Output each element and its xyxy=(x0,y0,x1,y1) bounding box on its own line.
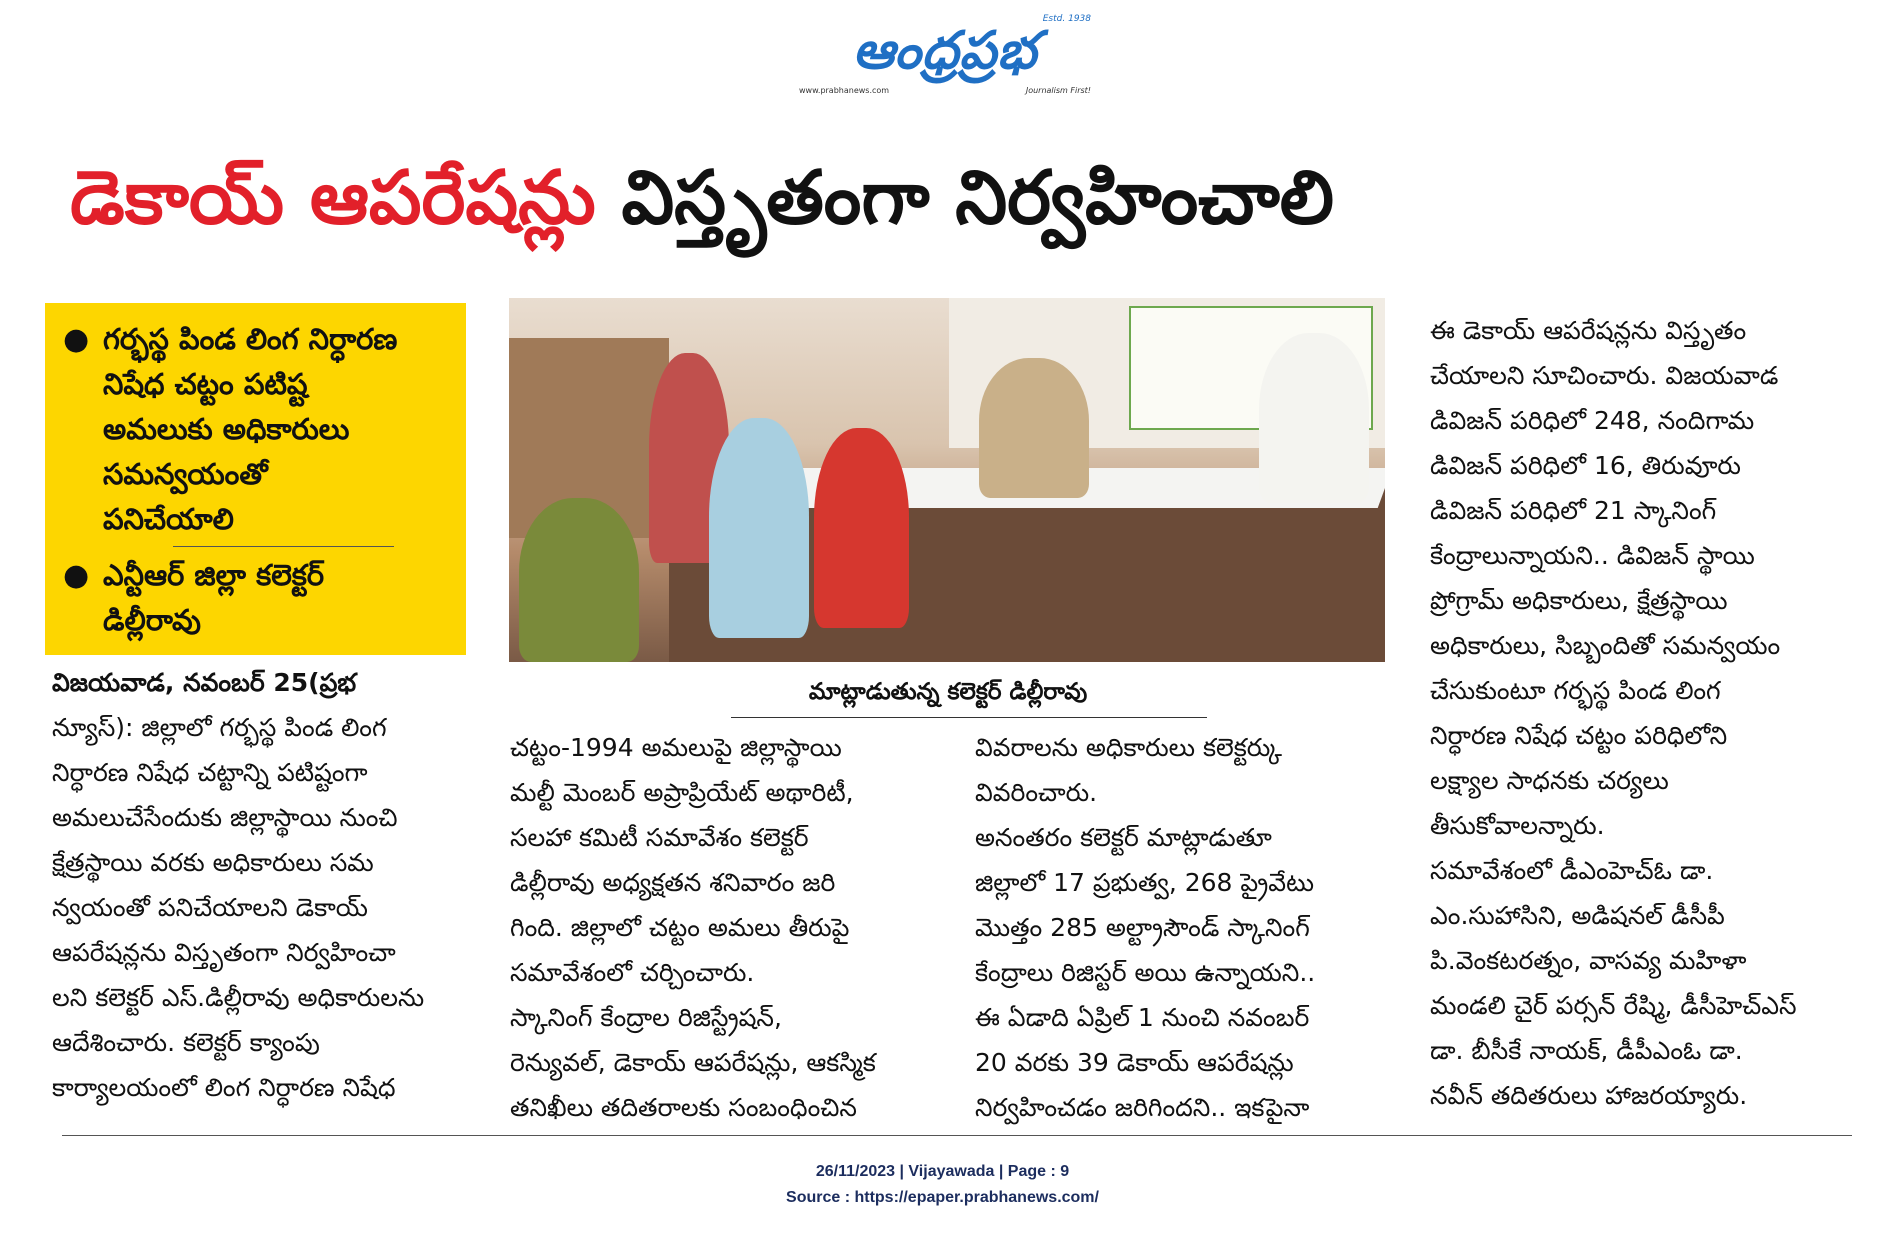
highlight-item xyxy=(63,317,454,542)
highlight-line: అమలుకు అధికారులు xyxy=(103,412,350,446)
article-line: తీసుకోవాలన్నారు. xyxy=(1430,811,1605,840)
footer-edition-info: 26/11/2023 | Vijayawada | Page : 9 xyxy=(815,1163,1070,1180)
article-line: అనంతరం కలెక్టర్ మాట్లాడుతూ xyxy=(975,823,1272,852)
article-line: సమావేశంలో చర్చించారు. xyxy=(510,958,755,987)
article-column-1 xyxy=(52,660,472,1110)
bullet-icon: ● xyxy=(63,322,90,357)
article-line: మొత్తం 285 అల్ట్రాసౌండ్ స్కానింగ్ xyxy=(975,913,1310,942)
newspaper-logo: ఆంధ్రప్రభ xyxy=(852,20,1038,81)
tagline-label: Journalism First! xyxy=(1025,86,1091,95)
article-line: వివరాలను అధికారులు కలెక్టర్కు xyxy=(975,733,1282,762)
article-line: న్వయంతో పనిచేయాలని డెకాయ్ xyxy=(52,893,368,922)
photo-person xyxy=(814,428,909,628)
highlight-item xyxy=(63,553,454,643)
meeting-photo xyxy=(509,298,1385,662)
article-line: గింది. జిల్లాలో చట్టం అమలు తీరుపై xyxy=(510,913,850,942)
article-line: మల్టీ మెంబర్ అప్రాప్రియేట్ అథారిటీ, xyxy=(510,778,854,807)
article-line: చేసుకుంటూ గర్భస్థ పిండ లింగ xyxy=(1430,676,1721,705)
article-line: అమలుచేసేందుకు జిల్లాస్థాయి నుంచి xyxy=(52,803,398,832)
article-line: చట్టం-1994 అమలుపై జిల్లాస్థాయి xyxy=(510,733,842,762)
article-line: జిల్లాలో 17 ప్రభుత్వ, 268 ప్రైవేటు xyxy=(975,868,1315,897)
article-line: కేంద్రాలున్నాయని.. డివిజన్ స్థాయి xyxy=(1430,541,1755,570)
photo-person xyxy=(519,498,639,662)
bullet-icon: ● xyxy=(63,558,90,593)
masthead xyxy=(795,14,1095,102)
photo-caption: మాట్లాడుతున్న కలెక్టర్ డిల్లీరావు xyxy=(808,679,1088,705)
article-line: నిర్ధారణ నిషేధ చట్టం పరిధిలోని xyxy=(1430,721,1728,750)
estd-label: Estd. 1938 xyxy=(1042,14,1091,24)
article-line: రెన్యువల్, డెకాయ్ ఆపరేషన్లు, ఆకస్మిక xyxy=(510,1048,876,1077)
article-line: అధికారులు, సిబ్బందితో సమన్వయం xyxy=(1430,631,1781,660)
highlight-line: ఎన్టీఆర్ జిల్లా కలెక్టర్ xyxy=(103,558,325,592)
article-line: స్కానింగ్ కేంద్రాల రిజిస్ట్రేషన్, xyxy=(510,1003,782,1032)
article-line: వివరించారు. xyxy=(975,778,1098,807)
article-column-2 xyxy=(510,725,930,1130)
headline-red-part: డెకాయ్ ఆపరేషన్లు xyxy=(70,155,596,241)
article-line: పి.వెంకటరత్నం, వాసవ్య మహిళా xyxy=(1430,946,1747,975)
highlight-box xyxy=(45,303,466,655)
article-line: డా. బీసీకే నాయక్, డీపీఎంఓ డా. xyxy=(1430,1036,1743,1065)
highlight-line: సమన్వయంతో xyxy=(103,457,268,491)
caption-divider xyxy=(731,717,1207,718)
website-label: www.prabhanews.com xyxy=(799,86,890,95)
highlight-line: డిల్లీరావు xyxy=(103,603,201,637)
article-line: డివిజన్ పరిధిలో 16, తిరువూరు xyxy=(1430,451,1741,480)
article-line: ఈ ఏడాది ఏప్రిల్ 1 నుంచి నవంబర్ xyxy=(975,1003,1310,1032)
article-line: న్యూస్): జిల్లాలో గర్భస్థ పిండ లింగ xyxy=(52,713,387,742)
headline-black-part: విస్తృతంగా నిర్వహించాలి xyxy=(621,155,1334,241)
article-line: తనిఖీలు తదితరాలకు సంబంధించిన xyxy=(510,1093,857,1122)
article-column-3 xyxy=(975,725,1395,1130)
article-line: ఈ డెకాయ్ ఆపరేషన్లను విస్తృతం xyxy=(1430,316,1747,345)
article-line: మండలి చైర్ పర్సన్ రేష్మి, డీసీహెచ్ఎస్ xyxy=(1430,991,1797,1020)
footer-divider xyxy=(62,1135,1852,1136)
article-line: డివిజన్ పరిధిలో 248, నందిగామ xyxy=(1430,406,1755,435)
highlight-line: గర్భస్థ పిండ లింగ నిర్ధారణ xyxy=(103,322,398,356)
article-line: 20 వరకు 39 డెకాయ్ ఆపరేషన్లు xyxy=(975,1048,1294,1077)
article-line: డిల్లీరావు అధ్యక్షతన శనివారం జరి xyxy=(510,868,836,897)
article-line: ప్రోగ్రామ్ అధికారులు, క్షేత్రస్థాయి xyxy=(1430,586,1728,615)
article-line: ఎం.సుహాసిని, అడిషనల్ డీసీపీ xyxy=(1430,901,1725,930)
article-line: చేయాలని సూచించారు. విజయవాడ xyxy=(1430,361,1779,390)
article-line: నవీన్ తదితరులు హాజరయ్యారు. xyxy=(1430,1081,1748,1110)
highlight-divider xyxy=(173,546,394,547)
article-line: కార్యాలయంలో లింగ నిర్ధారణ నిషేధ xyxy=(52,1073,396,1102)
article-line: డివిజన్ పరిధిలో 21 స్కానింగ్ xyxy=(1430,496,1717,525)
dateline: విజయవాడ, నవంబర్ 25(ప్రభ xyxy=(52,668,357,697)
article-column-4 xyxy=(1430,308,1850,1118)
article-line: సలహా కమిటీ సమావేశం కలెక్టర్ xyxy=(510,823,809,852)
photo-person xyxy=(979,358,1089,498)
photo-person xyxy=(1259,333,1369,503)
footer-source-link[interactable]: Source : https://epaper.prabhanews.com/ xyxy=(786,1189,1099,1206)
article-line: క్షేత్రస్థాయి వరకు అధికారులు సమ xyxy=(52,848,374,877)
article-line: లని కలెక్టర్ ఎస్.డిల్లీరావు అధికారులను xyxy=(52,983,425,1012)
article-line: ఆదేశించారు. కలెక్టర్ క్యాంపు xyxy=(52,1028,320,1057)
article-line: లక్ష్యాల సాధనకు చర్యలు xyxy=(1430,766,1669,795)
article-line: సమావేశంలో డీఎంహెచ్ఓ డా. xyxy=(1430,856,1714,885)
photo-person xyxy=(709,418,809,638)
article-line: నిర్ధారణ నిషేధ చట్టాన్ని పటిష్టంగా xyxy=(52,758,368,787)
article-line: కేంద్రాలు రిజిస్టర్ అయి ఉన్నాయని.. xyxy=(975,958,1316,987)
highlight-line: నిషేధ చట్టం పటిష్ట xyxy=(103,367,308,401)
article-headline xyxy=(70,138,1830,258)
article-line: నిర్వహించడం జరిగిందని.. ఇకపైనా xyxy=(975,1093,1310,1122)
article-line: ఆపరేషన్లను విస్తృతంగా నిర్వహించా xyxy=(52,938,396,967)
highlight-line: పనిచేయాలి xyxy=(103,502,234,536)
